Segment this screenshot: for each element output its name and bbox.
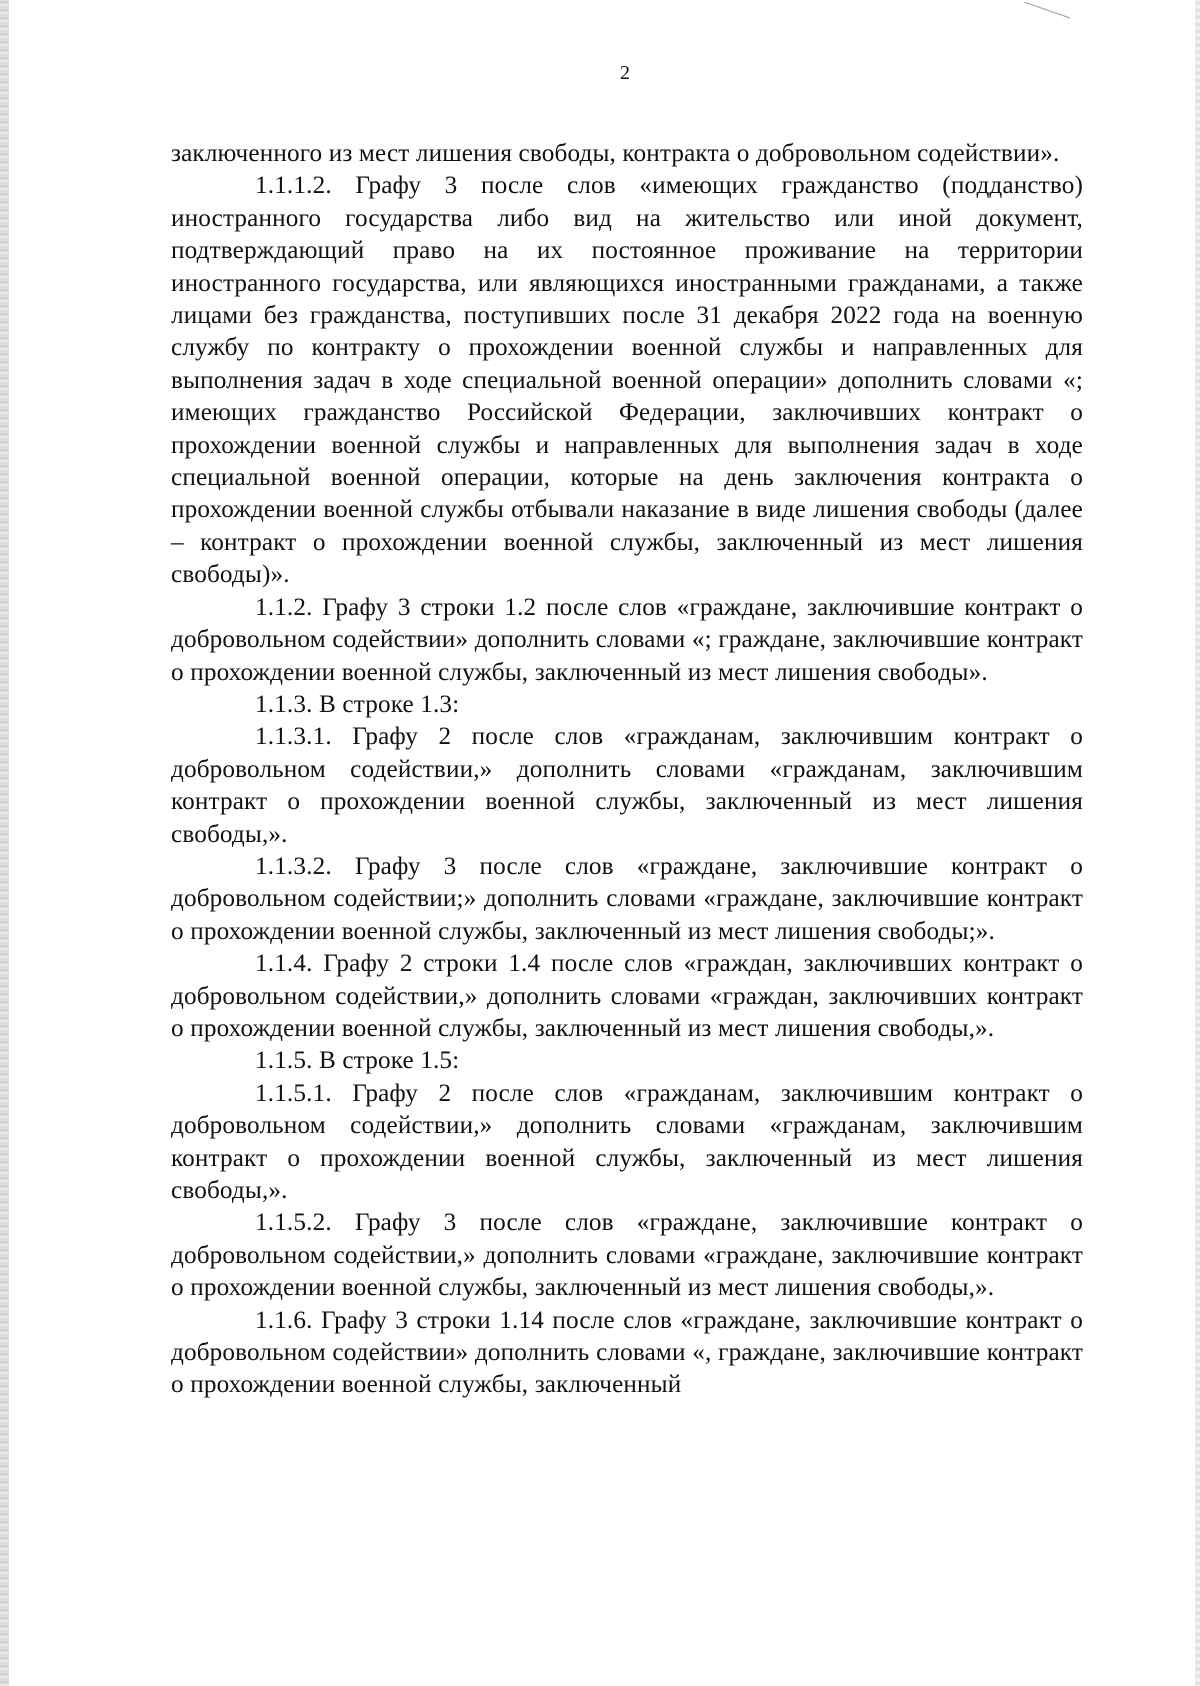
paragraph-1-1-5-1: 1.1.5.1. Графу 2 после слов «гражданам, заключившим контракт о добровольном содействии,» дополнить словами «гражданам, заключившим контракт о прохождении военной службы, заключенный из мест лишения свободы,». [171, 1079, 1083, 1204]
paragraph-1-1-3-1: 1.1.3.1. Графу 2 после слов «гражданам, заключившим контракт о добровольном содействии,» дополнить словами «гражданам, заключившим контракт о прохождении военной службы, заключенный из мест лишения свободы,». [171, 723, 1083, 848]
paragraph-1-1-1-2: 1.1.1.2. Графу 3 после слов «имеющих гражданство (подданство) иностранного государства либо вид на жительство или иной документ, подтверждающий право на их постоянное проживание на территории иностранного государства, или являющихся иностранными гражданами, а также лицами без гражданства, поступивших после 31 декабря 2022 года на военную службу по контракту о прохождении военной службы и направленных для выполнения задач в ходе специальной военной операции» дополнить словами «; имеющих гражданство Российской Федерации, заключивших контракт о прохождении военной службы и направленных для выполнения задач в ходе специальной военной операции, которые на день заключения контракта о прохождении военной службы отбывали наказание в виде лишения свободы (далее – контракт о прохождении военной службы, заключенный из мест лишения свободы)». [171, 172, 1083, 589]
page-number: 2 [620, 62, 630, 84]
scan-edge-left [0, 0, 9, 1686]
document-body [171, 138, 1083, 1402]
paragraph-1-1-3-2: 1.1.3.2. Графу 3 после слов «граждане, заключившие контракт о добровольном содействии;» дополнить словами «граждане, заключившие контракт о прохождении военной службы, заключенный из мест лишения свободы;». [171, 852, 1083, 945]
paragraph-1-1-5-2: 1.1.5.2. Графу 3 после слов «граждане, заключившие контракт о добровольном содействии,» дополнить словами «граждане, заключившие контракт о прохождении военной службы, заключенный из мест лишения свободы,». [171, 1209, 1083, 1302]
scan-edge-right [1195, 0, 1200, 1686]
paragraph-1-1-3: 1.1.3. В строке 1.3: [255, 690, 460, 718]
scan-corner-mark [1024, 2, 1072, 20]
paragraph-1-1-4: 1.1.4. Графу 2 строки 1.4 после слов «граждан, заключивших контракт о добровольном содействии,» дополнить словами «граждан, заключивших контракт о прохождении военной службы, заключенный из мест лишения свободы,». [171, 950, 1083, 1042]
paragraph-1-1-5: 1.1.5. В строке 1.5: [255, 1047, 460, 1075]
paragraph-1-1-2: 1.1.2. Графу 3 строки 1.2 после слов «граждане, заключившие контракт о добровольном содействии» дополнить словами «; граждане, заключившие контракт о прохождении военной службы, заключенный из мест лишения свободы». [171, 593, 1083, 686]
paragraph-1-1-6: 1.1.6. Графу 3 строки 1.14 после слов «граждане, заключившие контракт о добровольном содействии» дополнить словами «, граждане, заключившие контракт о прохождении военной службы, заключенный [171, 1306, 1083, 1399]
paragraph-continuation: заключенного из мест лишения свободы, контракта о добровольном содействии». [171, 140, 1060, 167]
